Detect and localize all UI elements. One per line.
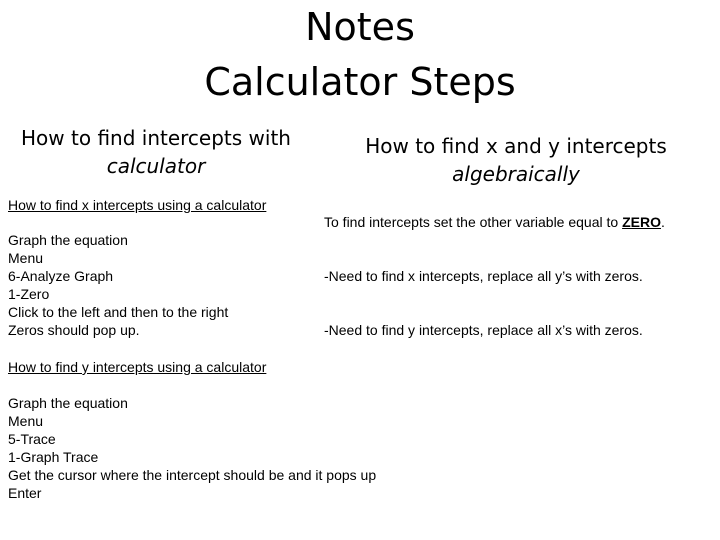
y-intercepts-section-title: How to find y intercepts using a calculator	[8, 359, 267, 375]
x-step: 6-Analyze Graph	[8, 268, 114, 284]
zero-rule	[324, 213, 665, 231]
zero-emphasis: ZERO	[622, 214, 661, 230]
x-step: Click to the left and then to the right	[8, 304, 229, 320]
calculator-heading-line1: How to find intercepts with	[21, 126, 291, 150]
x-intercepts-steps	[8, 231, 228, 339]
calculator-heading-line2: calculator	[106, 154, 206, 178]
y-step: 5-Trace	[8, 431, 56, 447]
y-intercept-note: -Need to find y intercepts, replace all x’s with zeros.	[324, 322, 643, 338]
x-step: Zeros should pop up.	[8, 322, 140, 338]
algebraic-heading-line1: How to find x and y intercepts	[365, 134, 667, 158]
algebraic-heading-line2: algebraically	[452, 162, 580, 186]
zero-rule-prefix: To find intercepts set the other variable equal to	[324, 214, 623, 230]
x-step: 1-Zero	[8, 286, 50, 302]
y-step: Get the cursor where the intercept should be and it pops up	[8, 467, 377, 483]
algebraic-heading	[338, 132, 694, 188]
y-step: Menu	[8, 413, 44, 429]
x-step: Menu	[8, 250, 44, 266]
y-step: 1-Graph Trace	[8, 449, 99, 465]
slide-title: Notes	[305, 5, 415, 49]
y-intercepts-steps	[8, 394, 376, 502]
x-intercepts-section-title: How to find x intercepts using a calculator	[8, 197, 267, 213]
x-intercept-note: -Need to find x intercepts, replace all y’s with zeros.	[324, 268, 643, 284]
zero-rule-suffix: .	[660, 214, 665, 230]
calculator-heading	[8, 124, 304, 180]
y-step: Graph the equation	[8, 395, 128, 411]
slide-subtitle: Calculator Steps	[204, 60, 516, 104]
y-step: Enter	[8, 485, 42, 501]
x-step: Graph the equation	[8, 232, 128, 248]
